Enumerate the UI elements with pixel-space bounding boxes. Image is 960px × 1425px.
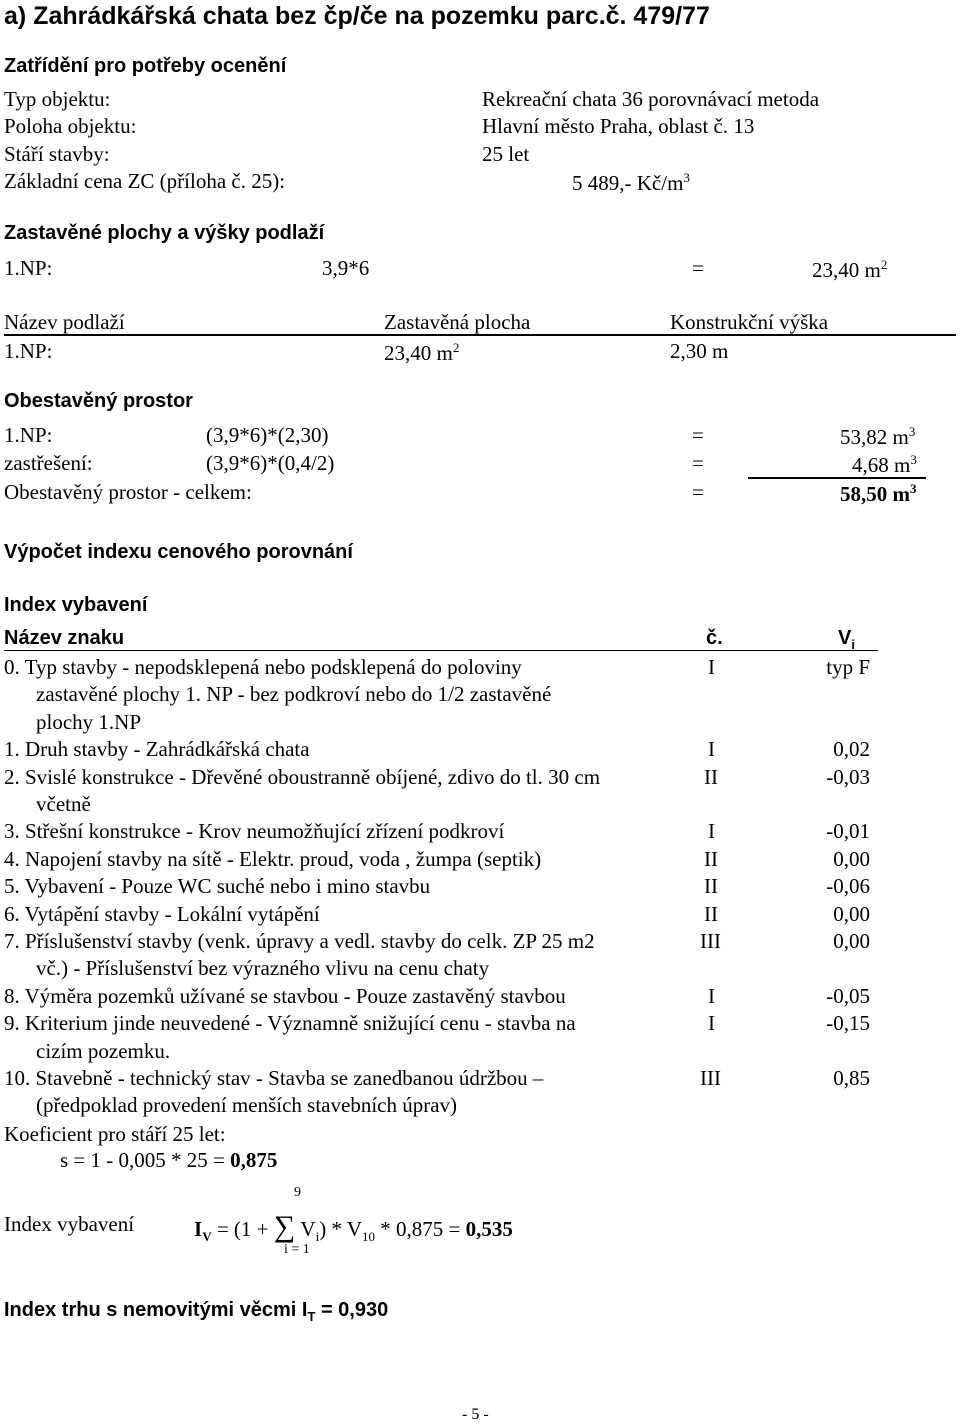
table-header-rule (4, 334, 956, 336)
item-8-category: I (708, 983, 715, 1008)
volume-row-1-label: 1.NP: (4, 423, 53, 447)
item-0-line-0: 0. Typ stavby - nepodsklepená nebo podsklepená do poloviny (4, 655, 522, 679)
item-3-value: -0,01 (826, 819, 870, 844)
classification-heading: Zatřídění pro potřeby ocenění (4, 55, 287, 77)
volume-row-1-result: 53,82 $m^3$ (840, 424, 916, 449)
item-5-line-0: 5. Vybavení - Pouze WC suché nebo i mino stavbu (4, 874, 431, 899)
item-1-value: 0,02 (833, 737, 870, 762)
volume-row-1-eq: = (692, 423, 704, 447)
item-8-line-0: 8. Výměra pozemků užívané se stavbou - Pouze zastavěný stavbou (4, 983, 566, 1008)
item-7-line-0: 7. Příslušenství stavby (venk. úpravy a vedl. stavby do celk. ZP 25 m2 (4, 929, 595, 953)
item-0-line-2: plochy 1.NP (36, 709, 141, 734)
item-1-category: I (708, 737, 715, 762)
item-9-line-1: cizím pozemku. (36, 1038, 171, 1063)
item-4-category: II (704, 846, 718, 871)
item-7-line-1: vč.) - Příslušenství bez výrazného vlivu na cenu chaty (36, 956, 490, 981)
item-4-value: 0,00 (833, 846, 870, 871)
item-2-line-1: včetně (36, 792, 91, 816)
volume-row-2-eq: = (692, 451, 704, 475)
volume-row-2-label: zastřešení: (4, 451, 93, 475)
table-header-area: Zastavěná plocha (384, 310, 531, 334)
item-10-category: III (700, 1066, 721, 1090)
item-3-category: I (708, 819, 715, 844)
item-5-category: II (704, 874, 718, 899)
item-6-value: 0,00 (833, 901, 870, 926)
item-0-line-1: zastavěné plochy 1. NP - bez podkroví nebo do 1/2 zastavěné (36, 682, 552, 707)
age-coef-formula: s = 1 - 0,005 * 25 = 0,875 (60, 1148, 278, 1172)
equipment-heading: Index vybavení (4, 594, 148, 616)
volume-total-result: 58,50 $m^3$ (840, 481, 917, 506)
item-3-line-0: 3. Střešní konstrukce - Krov neumožňující zřízení podkroví (4, 819, 505, 844)
areas-heading: Zastavěné plochy a výšky podlaží (4, 222, 325, 244)
location-value: Hlavní město Praha, oblast č. 13 (482, 114, 755, 138)
item-5-value: -0,06 (826, 874, 870, 899)
table-header-height: Konstrukční výška (670, 310, 829, 334)
table-header-floor: Název podlaží (4, 310, 125, 334)
sigma-symbol: ∑ (273, 1210, 296, 1243)
item-7-value: 0,00 (833, 929, 870, 953)
item-2-category: II (704, 764, 718, 789)
item-10-value: 0,85 (833, 1066, 870, 1090)
base-price-value: 5 489,- $Kč/m^3$ (572, 170, 690, 195)
col-header-v: $V_i$ (838, 627, 855, 652)
item-0-value: typ F (826, 655, 870, 679)
age-value: 25 let (482, 142, 530, 166)
item-8-value: -0,05 (826, 983, 870, 1008)
formula-label: Index vybavení (4, 1212, 135, 1236)
sum-lower-limit: i = 1 (284, 1242, 310, 1257)
item-4-line-0: 4. Napojení stavby na sítě - Elektr. proud, voda , žumpa (septik) (4, 846, 542, 871)
age-coef-label: Koeficient pro stáří 25 let: (4, 1122, 226, 1146)
item-1-line-0: 1. Druh stavby - Zahrádkářská chata (4, 737, 310, 762)
table-row-floor: 1.NP: (4, 339, 53, 363)
volume-row-1-formula: (3,9*6)*(2,30) (206, 423, 329, 447)
item-2-line-0: 2. Svislé konstrukce - Dřevěné oboustranně obíjené, zdivo do tl. 30 cm (4, 764, 601, 789)
item-6-category: II (704, 901, 718, 926)
document-title: a) Zahrádkářská chata bez čp/če na pozemku parc.č. 479/77 (4, 2, 710, 30)
location-label: Poloha objektu: (4, 114, 137, 138)
item-9-category: I (708, 1011, 715, 1036)
area-row-eq: = (692, 256, 704, 280)
item-0-category: I (708, 655, 715, 679)
formula-expression: $I_V = (1$ + ∑ $V_i) * V_{10} * 0,875 = 0,535$ (194, 1210, 513, 1245)
age-label: Stáří stavby: (4, 142, 110, 166)
col-header-no: č. (706, 627, 723, 649)
page-number: - 5 - (462, 1406, 489, 1423)
market-index: Index trhu s nemovitými věcmi $I_T = 0,930$ (4, 1299, 389, 1324)
volume-row-2-formula: (3,9*6)*(0,4/2) (206, 451, 335, 475)
volume-total-eq: = (692, 480, 704, 504)
volume-sum-rule (748, 477, 926, 479)
base-price-label: Základní cena ZC (příloha č. 25): (4, 169, 286, 193)
area-row-formula: 3,9*6 (322, 256, 370, 280)
area-row-result: 23,40 $m^2$ (812, 257, 888, 282)
sum-upper-limit: 9 (294, 1185, 301, 1200)
item-6-line-0: 6. Vytápění stavby - Lokální vytápění (4, 901, 320, 926)
item-10-line-0: 10. Stavebně - technický stav - Stavba se zanedbanou údržbou – (4, 1066, 544, 1090)
item-7-category: III (700, 929, 721, 953)
col-header-rule (4, 650, 878, 651)
volume-total-label: Obestavěný prostor - celkem: (4, 480, 252, 504)
item-10-line-1: (předpoklad provedení menších stavebních úprav) (36, 1093, 458, 1118)
col-header-name: Název znaku (4, 627, 125, 649)
volume-heading: Obestavěný prostor (4, 390, 193, 412)
type-value: Rekreační chata 36 porovnávací metoda (482, 87, 820, 111)
item-9-line-0: 9. Kriterium jinde neuvedené - Významně snižující cenu - stavba na (4, 1011, 576, 1036)
table-row-height: 2,30 m (670, 339, 729, 363)
type-label: Typ objektu: (4, 87, 111, 111)
item-9-value: -0,15 (826, 1011, 870, 1036)
index-calc-heading: Výpočet indexu cenového porovnání (4, 541, 353, 563)
item-2-value: -0,03 (826, 764, 870, 789)
volume-row-2-result: 4,68 $m^3$ (852, 452, 917, 477)
area-row-label: 1.NP: (4, 256, 53, 280)
table-row-area: 23,40 $m^2$ (384, 340, 460, 365)
